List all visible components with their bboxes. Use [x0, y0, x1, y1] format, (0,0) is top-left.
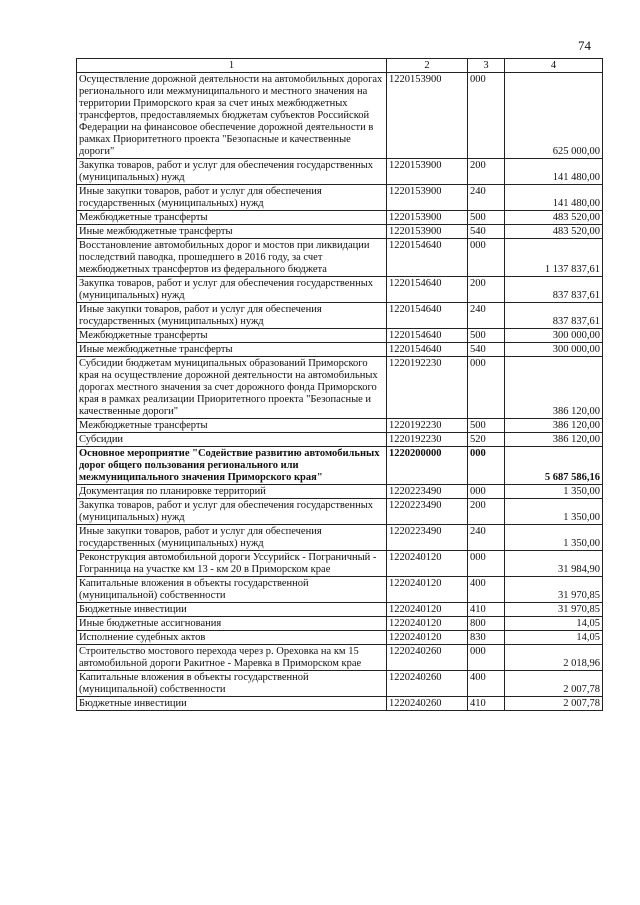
row-type-cell: 520 — [468, 433, 505, 447]
row-code-cell: 1220240120 — [387, 631, 468, 645]
table-row — [77, 225, 603, 239]
row-code-cell: 1220240120 — [387, 551, 468, 577]
row-name-cell: Субсидии бюджетам муниципальных образований Приморского края на осуществление дорожной деятельности на автомобильных дорогах местного значения за счет дорожного фонда Приморского края в рамках реализации Приоритетного проекта "Безопасные и качественные дороги" — [77, 357, 387, 419]
row-code-cell: 1220153900 — [387, 211, 468, 225]
row-amount-cell: 141 480,00 — [505, 159, 603, 185]
row-type-cell: 500 — [468, 419, 505, 433]
header-col-3: 3 — [468, 59, 505, 73]
row-type-cell: 200 — [468, 499, 505, 525]
row-amount-cell: 386 120,00 — [505, 433, 603, 447]
table-row — [77, 211, 603, 225]
row-name-cell: Иные закупки товаров, работ и услуг для обеспечения государственных (муниципальных) нужд — [77, 185, 387, 211]
row-type-cell: 400 — [468, 577, 505, 603]
row-type-cell: 000 — [468, 551, 505, 577]
row-code-cell: 1220240260 — [387, 697, 468, 711]
table-row — [77, 697, 603, 711]
row-amount-cell: 14,05 — [505, 617, 603, 631]
table-row — [77, 447, 603, 485]
row-type-cell: 240 — [468, 303, 505, 329]
row-amount-cell: 1 350,00 — [505, 499, 603, 525]
row-amount-cell: 625 000,00 — [505, 73, 603, 159]
row-type-cell: 200 — [468, 159, 505, 185]
row-type-cell: 800 — [468, 617, 505, 631]
table-row — [77, 419, 603, 433]
row-type-cell: 410 — [468, 697, 505, 711]
row-amount-cell: 14,05 — [505, 631, 603, 645]
row-code-cell: 1220240260 — [387, 645, 468, 671]
row-name-cell: Иные межбюджетные трансферты — [77, 343, 387, 357]
row-name-cell: Закупка товаров, работ и услуг для обеспечения государственных (муниципальных) нужд — [77, 159, 387, 185]
table-row — [77, 277, 603, 303]
row-name-cell: Капитальные вложения в объекты государственной (муниципальной) собственности — [77, 671, 387, 697]
row-name-cell: Документация по планировке территорий — [77, 485, 387, 499]
row-code-cell: 1220153900 — [387, 225, 468, 239]
row-code-cell: 1220240120 — [387, 617, 468, 631]
row-amount-cell: 2 007,78 — [505, 697, 603, 711]
row-code-cell: 1220240120 — [387, 603, 468, 617]
row-code-cell: 1220223490 — [387, 525, 468, 551]
header-col-2: 2 — [387, 59, 468, 73]
table-row — [77, 617, 603, 631]
row-code-cell: 1220154640 — [387, 329, 468, 343]
row-type-cell: 240 — [468, 185, 505, 211]
row-amount-cell: 483 520,00 — [505, 225, 603, 239]
row-name-cell: Субсидии — [77, 433, 387, 447]
table-row — [77, 303, 603, 329]
table-row — [77, 577, 603, 603]
row-amount-cell: 837 837,61 — [505, 277, 603, 303]
table-row — [77, 671, 603, 697]
row-name-cell: Строительство мостового перехода через р. Ореховка на км 15 автомобильной дороги Ракитное - Маревка в Приморском крае — [77, 645, 387, 671]
row-amount-cell: 483 520,00 — [505, 211, 603, 225]
table-header-row — [77, 59, 603, 73]
row-code-cell: 1220240120 — [387, 577, 468, 603]
row-name-cell: Бюджетные инвестиции — [77, 697, 387, 711]
row-code-cell: 1220154640 — [387, 239, 468, 277]
row-amount-cell: 386 120,00 — [505, 419, 603, 433]
row-name-cell: Иные бюджетные ассигнования — [77, 617, 387, 631]
row-code-cell: 1220200000 — [387, 447, 468, 485]
row-name-cell: Иные закупки товаров, работ и услуг для обеспечения государственных (муниципальных) нужд — [77, 525, 387, 551]
table-row — [77, 159, 603, 185]
table-row — [77, 499, 603, 525]
row-type-cell: 500 — [468, 329, 505, 343]
table-row — [77, 525, 603, 551]
row-amount-cell: 1 137 837,61 — [505, 239, 603, 277]
row-amount-cell: 31 970,85 — [505, 603, 603, 617]
row-code-cell: 1220240260 — [387, 671, 468, 697]
row-code-cell: 1220192230 — [387, 433, 468, 447]
row-type-cell: 000 — [468, 645, 505, 671]
row-amount-cell: 2 007,78 — [505, 671, 603, 697]
table-row — [77, 603, 603, 617]
row-code-cell: 1220154640 — [387, 277, 468, 303]
row-type-cell: 000 — [468, 239, 505, 277]
table-row — [77, 357, 603, 419]
table-row — [77, 631, 603, 645]
row-name-cell: Реконструкция автомобильной дороги Уссурийск - Пограничный - Гогранница на участке км 13 - км 20 в Приморском крае — [77, 551, 387, 577]
row-code-cell: 1220192230 — [387, 357, 468, 419]
row-type-cell: 540 — [468, 225, 505, 239]
row-amount-cell: 141 480,00 — [505, 185, 603, 211]
row-type-cell: 000 — [468, 73, 505, 159]
row-code-cell: 1220223490 — [387, 499, 468, 525]
row-name-cell: Капитальные вложения в объекты государственной (муниципальной) собственности — [77, 577, 387, 603]
table-row — [77, 73, 603, 159]
table-row — [77, 551, 603, 577]
row-amount-cell: 300 000,00 — [505, 329, 603, 343]
row-name-cell: Закупка товаров, работ и услуг для обеспечения государственных (муниципальных) нужд — [77, 499, 387, 525]
row-code-cell: 1220153900 — [387, 73, 468, 159]
row-name-cell: Межбюджетные трансферты — [77, 419, 387, 433]
row-name-cell: Исполнение судебных актов — [77, 631, 387, 645]
table-row — [77, 185, 603, 211]
row-amount-cell: 5 687 586,16 — [505, 447, 603, 485]
header-col-4: 4 — [505, 59, 603, 73]
header-col-1: 1 — [77, 59, 387, 73]
row-amount-cell: 300 000,00 — [505, 343, 603, 357]
row-amount-cell: 386 120,00 — [505, 357, 603, 419]
row-type-cell: 000 — [468, 357, 505, 419]
row-code-cell: 1220153900 — [387, 185, 468, 211]
table-row — [77, 329, 603, 343]
row-amount-cell: 31 984,90 — [505, 551, 603, 577]
row-name-cell: Бюджетные инвестиции — [77, 603, 387, 617]
row-type-cell: 500 — [468, 211, 505, 225]
row-type-cell: 000 — [468, 485, 505, 499]
table-row — [77, 343, 603, 357]
row-amount-cell: 31 970,85 — [505, 577, 603, 603]
row-name-cell: Межбюджетные трансферты — [77, 211, 387, 225]
row-name-cell: Закупка товаров, работ и услуг для обеспечения государственных (муниципальных) нужд — [77, 277, 387, 303]
row-code-cell: 1220223490 — [387, 485, 468, 499]
row-name-cell: Восстановление автомобильных дорог и мостов при ликвидации последствий паводка, прошедшего в 2016 году, за счет межбюджетных трансфертов из федерального бюджета — [77, 239, 387, 277]
row-name-cell: Осуществление дорожной деятельности на автомобильных дорогах регионального или межмуниципального и местного значения на территории Приморского края за счет иных межбюджетных трансфертов, предоставляемых бюджетам субъектов Российской Федерации на финансовое обеспечение дорожной деятельности в рамках Приоритетного проекта "Безопасные и качественные дороги" — [77, 73, 387, 159]
table-row — [77, 239, 603, 277]
row-amount-cell: 1 350,00 — [505, 525, 603, 551]
row-amount-cell: 2 018,96 — [505, 645, 603, 671]
row-name-cell: Иные межбюджетные трансферты — [77, 225, 387, 239]
row-code-cell: 1220153900 — [387, 159, 468, 185]
row-name-cell: Иные закупки товаров, работ и услуг для обеспечения государственных (муниципальных) нужд — [77, 303, 387, 329]
table-row — [77, 485, 603, 499]
row-code-cell: 1220154640 — [387, 303, 468, 329]
table-row — [77, 645, 603, 671]
row-name-cell: Основное мероприятие "Содействие развитию автомобильных дорог общего пользования регионального или межмуниципального значения Приморского края" — [77, 447, 387, 485]
row-code-cell: 1220192230 — [387, 419, 468, 433]
row-type-cell: 410 — [468, 603, 505, 617]
row-name-cell: Межбюджетные трансферты — [77, 329, 387, 343]
row-type-cell: 240 — [468, 525, 505, 551]
page-number: 74 — [578, 38, 591, 53]
row-type-cell: 830 — [468, 631, 505, 645]
table-row — [77, 433, 603, 447]
row-code-cell: 1220154640 — [387, 343, 468, 357]
row-amount-cell: 1 350,00 — [505, 485, 603, 499]
budget-table — [76, 58, 603, 711]
row-type-cell: 000 — [468, 447, 505, 485]
row-type-cell: 400 — [468, 671, 505, 697]
row-amount-cell: 837 837,61 — [505, 303, 603, 329]
row-type-cell: 540 — [468, 343, 505, 357]
row-type-cell: 200 — [468, 277, 505, 303]
